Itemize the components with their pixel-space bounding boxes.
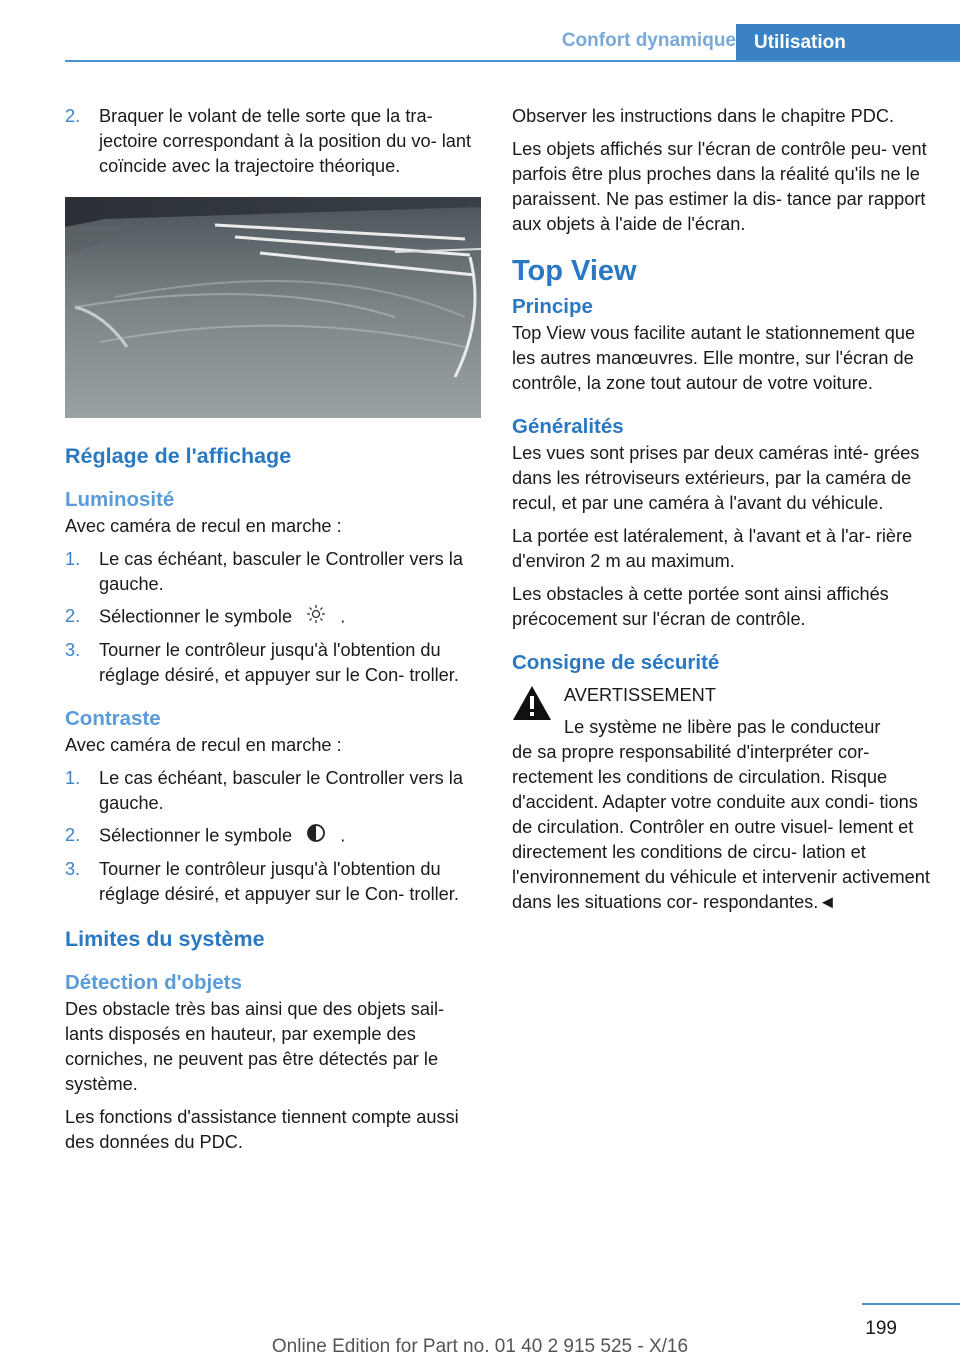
warning-box [512,683,932,915]
step-number: 2. [65,825,81,845]
step-text: Sélectionner le symbole [99,606,293,627]
footer-rule [862,1303,960,1305]
step-number: 3. [65,640,81,660]
step-text: Le cas échéant, basculer le Controller vers la gauche. [99,549,463,594]
warning-lead: Le système ne libère pas le conducteur [564,717,881,737]
step-list-contrast [65,766,481,907]
header-rule [65,60,960,62]
subheading-contrast: Contraste [65,707,161,730]
subheading-general: Généralités [512,415,624,438]
right-column [512,104,932,915]
list-item [65,604,481,631]
list-item [65,638,481,688]
contrast-intro: Avec caméra de recul en marche : [65,735,342,755]
step-number: 2. [65,106,81,126]
list-item [65,766,481,816]
step-number: 3. [65,859,81,879]
pdc-note: Observer les instructions dans le chapitre PDC. [512,106,895,126]
step-number: 2. [65,606,81,626]
subheading-detection: Détection d'objets [65,971,242,994]
step-number: 1. [65,549,81,569]
section-heading-limits: Limites du système [65,927,265,951]
subheading-safety: Consigne de sécurité [512,651,720,674]
sun-icon [297,604,335,631]
principle-text: Top View vous facilite autant le stationnement que les autres manœuvres. Elle montre, sur l'écran de contrôle, la zone tout autour de votre voiture. [512,323,916,393]
warning-triangle-icon [512,685,552,721]
left-column [65,104,481,1163]
page-number: 199 [865,1318,897,1339]
general-text-2: La portée est latéralement, à l'avant et à l'ar‐ rière d'environ 2 m au maximum. [512,526,913,571]
step-text: Le cas échéant, basculer le Controller vers la gauche. [99,768,463,813]
half-circle-icon [297,823,335,850]
general-text-1: Les vues sont prises par deux caméras inté‐ grées dans les rétroviseurs extérieurs, par la caméra de recul, et par une caméra à l'avant du véhicule. [512,443,920,513]
step-text: Tourner le contrôleur jusqu'à l'obtention du réglage désiré, et appuyer sur le Con‐ troller. [99,640,459,685]
warning-label: AVERTISSEMENT [564,685,716,705]
page-title: Top View [512,255,637,287]
step-text-end: . [340,606,346,627]
general-text-3: Les obstacles à cette portée sont ainsi affichés précocement sur l'écran de contrôle. [512,584,889,629]
warning-body: de sa propre responsabilité d'interpréter cor‐ rectement les conditions de circulation. Risque d'accident. Adapter votre conduite aux condi‐ tions de circulation. Contrôler en outre visuel‐ lement et directement les conditions de circu‐ lation et l'environnement du véhicule et intervenir activement dans les situations cor‐ respondantes.◄ [512,742,930,912]
step-number: 1. [65,768,81,788]
step-list-brightness [65,547,481,688]
step-text: Tourner le contrôleur jusqu'à l'obtention du réglage désiré, et appuyer sur le Con‐ troller. [99,859,459,904]
camera-display-image [65,197,481,418]
subheading-brightness: Luminosité [65,488,175,511]
detection-text-1: Des obstacle très bas ainsi que des objets sail‐ lants disposés en hauteur, par exemple des corniches, ne peuvent pas être détectés par le système. [65,999,445,1094]
subheading-principle: Principe [512,295,593,318]
brightness-intro: Avec caméra de recul en marche : [65,516,342,536]
list-item [65,547,481,597]
section-heading-display: Réglage de l'affichage [65,444,292,468]
step-list-steering [65,104,481,179]
list-item [65,823,481,850]
list-item [65,104,481,179]
detection-text-2: Les fonctions d'assistance tiennent compte aussi des données du PDC. [65,1107,459,1152]
step-text-end: . [340,825,346,846]
step-text: Braquer le volant de telle sorte que la tra‐ jectoire correspondant à la position du vo‐ lant coïncide avec la trajectoire théorique. [99,106,472,176]
list-item [65,857,481,907]
header-chapter-tab: Utilisation [736,24,960,62]
step-text: Sélectionner le symbole [99,825,293,846]
distance-note: Les objets affichés sur l'écran de contrôle peu‐ vent parfois être plus proches dans la réalité qu'ils ne le paraissent. Ne pas estimer la dis‐ tance par rapport aux objets à l'aide de l'écran. [512,139,927,234]
header-section: Confort dynamique [561,30,736,51]
footer-edition: Online Edition for Part no. 01 40 2 915 525 - X/16 [271,1336,689,1357]
